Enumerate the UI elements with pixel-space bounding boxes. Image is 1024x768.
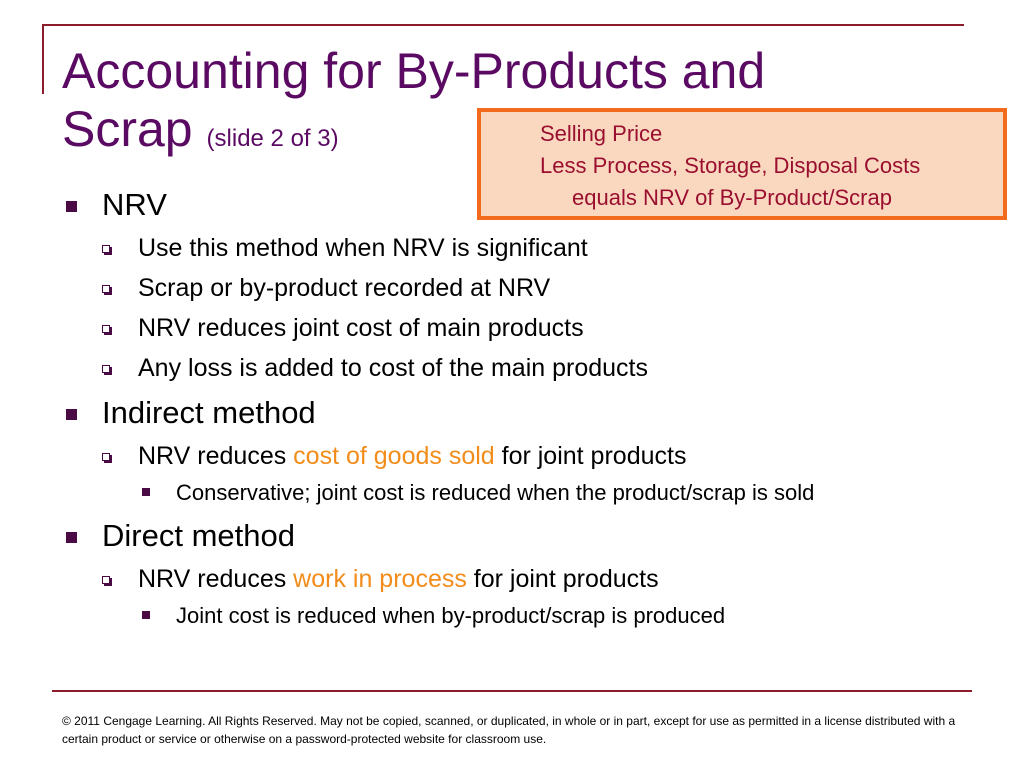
callout-line-2: Less Process, Storage, Disposal Costs equals NRV of By-Product/Scrap	[540, 153, 921, 210]
sub-list-item	[60, 478, 960, 507]
title-subtitle: (slide 2 of 3)	[206, 125, 339, 152]
list-item	[60, 563, 960, 595]
item-prefix: NRV reduces	[138, 442, 294, 470]
square-bullet-icon	[66, 532, 77, 543]
item-prefix: NRV reduces	[138, 565, 294, 593]
section-nrv	[60, 186, 960, 224]
sub-item-text: Joint cost is reduced when by-product/scrap is produced	[176, 603, 726, 628]
sub-list-item	[60, 601, 960, 630]
list-item	[60, 272, 960, 304]
hollow-square-bullet-icon	[102, 245, 110, 253]
highlighted-term: cost of goods sold	[293, 442, 495, 470]
item-text: Use this method when NRV is significant	[138, 234, 588, 262]
section-label: Indirect method	[102, 395, 316, 430]
hollow-square-bullet-icon	[102, 365, 110, 373]
item-text: Any loss is added to cost of the main products	[138, 354, 648, 382]
highlighted-term: work in process	[293, 565, 467, 593]
section-direct-method	[60, 517, 960, 555]
item-text: Scrap or by-product recorded at NRV	[138, 274, 551, 302]
list-item	[60, 232, 960, 264]
item-text: NRV reduces joint cost of main products	[138, 314, 584, 342]
section-indirect-method	[60, 394, 960, 432]
section-label: Direct method	[102, 518, 295, 553]
hollow-square-bullet-icon	[102, 325, 110, 333]
top-rule	[42, 24, 964, 26]
callout-line-1: Selling Price	[540, 121, 663, 146]
list-item	[60, 352, 960, 384]
sub-item-text: Conservative; joint cost is reduced when the product/scrap is sold	[176, 480, 815, 505]
left-rule	[42, 24, 44, 94]
item-suffix: for joint products	[466, 565, 659, 593]
bullet-list	[60, 186, 960, 630]
list-item	[60, 440, 960, 472]
hollow-square-bullet-icon	[102, 285, 110, 293]
section-label: NRV	[102, 187, 167, 222]
hollow-square-bullet-icon	[102, 453, 110, 461]
square-bullet-icon	[66, 409, 77, 420]
small-square-bullet-icon	[142, 488, 150, 496]
square-bullet-icon	[66, 201, 77, 212]
bottom-rule	[52, 690, 972, 692]
title-main: Accounting for By-Products and Scrap	[62, 43, 766, 157]
item-suffix: for joint products	[494, 442, 687, 470]
copyright-footer: © 2011 Cengage Learning. All Rights Reserved. May not be copied, scanned, or duplicated, in whole or in part, except for use as permitted in a license distributed with a certain product or service or otherwise on a password-protected website for classroom use.	[62, 714, 956, 746]
small-square-bullet-icon	[142, 611, 150, 619]
hollow-square-bullet-icon	[102, 576, 110, 584]
list-item	[60, 312, 960, 344]
